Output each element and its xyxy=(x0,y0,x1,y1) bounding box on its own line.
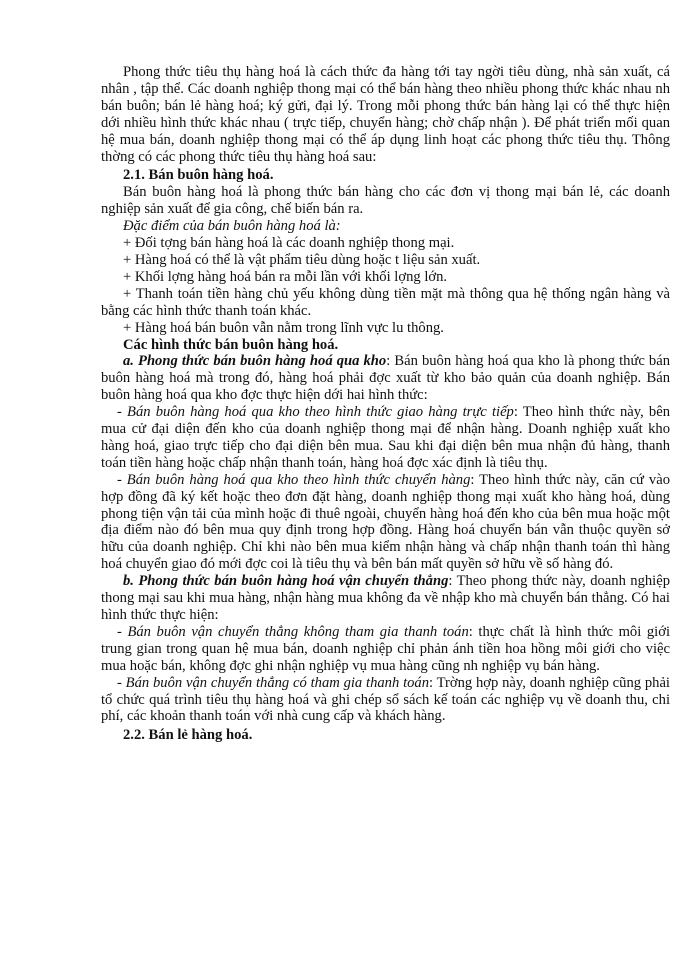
with-payment-title: - Bán buôn vận chuyển thẳng có tham gia thanh toán xyxy=(117,674,430,691)
feature-item: + Hàng hoá có thể là vật phẩm tiêu dùng hoặc t liệu sản xuất. xyxy=(123,251,481,268)
feature-item: + Khối lợng hàng hoá bán ra mỗi lần với khối lợng lớn. xyxy=(123,268,448,285)
direct-shipping-text: : Theo phong thức này, doanh nghiệp thong mại sau khi mua hàng, nhận hàng mua không đa về nhập kho mà chuyển bán thẳng. Có hai hình thức thực hiện: xyxy=(101,573,670,623)
warehouse-wholesale-title: a. Phong thức bán buôn hàng hoá qua kho xyxy=(123,353,387,370)
no-payment-text: : thực chất là hình thức môi giới trung gian trong quan hệ mua bán, doanh nghiệp chỉ phản ánh tiền hoa hồng môi giới cho việc mua hoặc bán, không đợc ghi nhận nghiệp vụ mua hàng cũng nh nghiệp vụ bán hàng. xyxy=(101,623,670,674)
direct-delivery-text: : Theo hình thức này, bên mua cử đại diện đến kho của doanh nghiệp thong mại để nhận hàng. Doanh nghiệp xuất kho hàng hoá, giao trực tiếp cho đại diện bên mua. Sau khi đại diện bên mua nhận đủ hàng, thanh toán tiền hàng hoặc chấp nhận thanh toán, hàng hoá đợc xác định là tiêu thụ. xyxy=(101,404,670,471)
feature-item: + Thanh toán tiền hàng chủ yếu không dùng tiền mặt mà thông qua hệ thống ngân hàng và bằng các hình thức thanh toán khác. xyxy=(101,285,670,319)
direct-shipping-paragraph xyxy=(101,573,670,624)
shipment-title: - Bán buôn hàng hoá qua kho theo hình thức chuyển hàng xyxy=(117,471,471,488)
direct-delivery-paragraph xyxy=(101,404,670,472)
section-2-1-heading: 2.1. Bán buôn hàng hoá. xyxy=(123,167,274,184)
direct-shipping-title: b. Phong thức bán buôn hàng hoá vận chuyển thẳng xyxy=(123,573,449,590)
document-page xyxy=(101,64,670,744)
warehouse-wholesale-text: : Bán buôn hàng hoá qua kho là phong thức bán buôn hàng hoá mà trong đó, hàng hoá phải đợc xuất từ kho bảo quản của doanh nghiệp. Bán buôn hàng hoá qua kho đợc thực hiện dới hai hình thức: xyxy=(101,353,670,404)
feature-item: + Đối tợng bán hàng hoá là các doanh nghiệp thong mại. xyxy=(123,235,455,252)
wholesale-definition: Bán buôn hàng hoá là phong thức bán hàng cho các đơn vị thong mại bán lẻ, các doanh nghiệp sản xuất để gia công, chế biến bán ra. xyxy=(101,184,670,218)
feature-item: + Hàng hoá bán buôn vẫn nằm trong lĩnh vực lu thông. xyxy=(123,319,444,336)
intro-paragraph: Phong thức tiêu thụ hàng hoá là cách thức đa hàng tới tay ngời tiêu dùng, nhà sản xuất, cá nhân , tập thể. Các doanh nghiệp thong mại có thể bán hàng theo nhiều phong thức khác nhau nh bán buôn; bán lẻ hàng hoá; ký gửi, đại lý. Trong mỗi phong thức bán hàng lại có thể thực hiện dới nhiều hình thức khác nhau ( trực tiếp, chuyển hàng; chờ chấp nhận ). Để phát triển mối quan hệ mua bán, doanh nghiệp thong mại có thể áp dụng linh hoạt các phong thức tiêu thụ. Thông thờng có các phong thức tiêu thụ hàng hoá sau: xyxy=(101,64,670,165)
wholesale-forms-heading: Các hình thức bán buôn hàng hoá. xyxy=(123,336,339,353)
wholesale-features-title: Đặc điểm của bán buôn hàng hoá là: xyxy=(123,218,341,235)
warehouse-wholesale-paragraph xyxy=(101,353,670,404)
section-2-2-heading: 2.2. Bán lẻ hàng hoá. xyxy=(123,727,253,744)
no-payment-title: - Bán buôn vận chuyển thẳng không tham gia thanh toán xyxy=(117,623,469,640)
with-payment-text: : Trờng hợp này, doanh nghiệp cũng phải tổ chức quá trình tiêu thụ hàng hoá và ghi chép sổ sách kế toán các nghiệp vụ về doanh thu, chi phí, các khoản thanh toán với nhà cung cấp và khách hàng. xyxy=(101,674,670,725)
shipment-paragraph xyxy=(101,472,670,573)
direct-delivery-title: - Bán buôn hàng hoá qua kho theo hình thức giao hàng trực tiếp xyxy=(117,404,514,421)
shipment-text: : Theo hình thức này, căn cứ vào hợp đồng đã ký kết hoặc theo đơn đặt hàng, doanh nghiệp thong mại xuất kho hàng hoá, dùng phong tiện vận tải của mình hoặc đi thuê ngoài, chuyển hàng hoá đến kho của bên mua hoặc một địa điểm nào đó bên mua quy định trong hợp đồng. Hàng hoá chuyển bán vẫn thuộc quyền sở hữu của doanh nghiệp. Chỉ khi nào bên mua kiểm nhận hàng và chấp nhận thanh toán thì hàng hoá chuyển giao đó mới đợc coi là tiêu thụ và bên bán mất quyền sở hữu về số hàng đó. xyxy=(101,471,670,573)
with-payment-paragraph xyxy=(101,675,670,726)
no-payment-paragraph xyxy=(101,624,670,675)
